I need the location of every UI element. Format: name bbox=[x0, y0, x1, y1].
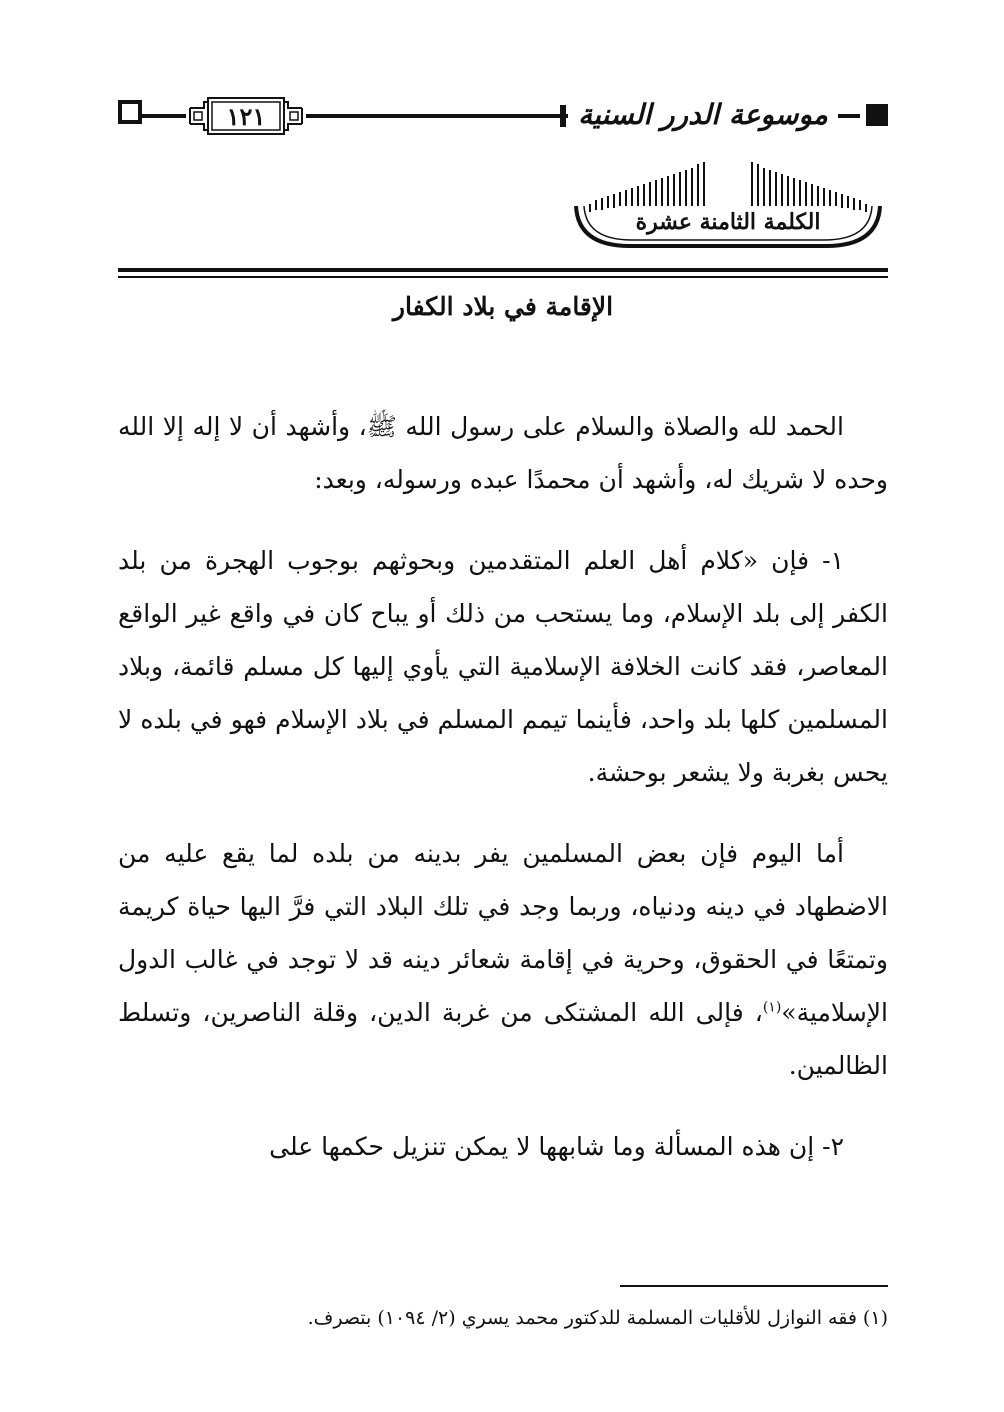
article-body bbox=[118, 400, 888, 1201]
section-rule-thin bbox=[118, 276, 888, 278]
header-ornament-right bbox=[866, 104, 888, 126]
paragraph-intro: الحمد لله والصلاة والسلام على رسول الله ﷺ، وأشهد أن لا إله إلا الله وحده لا شريك له، وأشهد أن محمدًا عبده ورسوله، وبعد: bbox=[118, 412, 888, 494]
section-rule-thick bbox=[118, 268, 888, 272]
chapter-label: الكلمة الثامنة عشرة bbox=[635, 209, 821, 235]
paragraph-2 bbox=[118, 827, 888, 1092]
article-title: الإقامة في بلاد الكفار bbox=[392, 292, 614, 321]
page-number-box bbox=[186, 96, 306, 136]
header-ornament-left bbox=[118, 100, 142, 124]
header-rule-left bbox=[142, 114, 186, 118]
paragraph-1: ١- فإن «كلام أهل العلم المتقدمين وبحوثهم بوجوب الهجرة من بلد الكفر إلى بلد الإسلام، وما يستحب من ذلك أو يباح كان في واقع غير الواقع المعاصر، فقد كانت الخلافة الإسلامية التي يأوي إليها كل مسلم قائمة، وبلاد المسلمين كلها بلد واحد، فأينما تيمم المسلم في بلاد الإسلام فهو في بلده لا يحس بغربة ولا يشعر بوحشة. bbox=[118, 546, 888, 787]
header-rule-middle bbox=[306, 114, 568, 118]
footnote: (١) فقه النوازل للأقليات المسلمة للدكتور محمد يسري (٢/ ١٠٩٤) بتصرف. bbox=[307, 1307, 888, 1329]
series-title: موسوعة الدرر السنية bbox=[568, 92, 838, 136]
running-header bbox=[118, 92, 888, 140]
paragraph-2-text: أما اليوم فإن بعض المسلمين يفر بدينه من بلده لما يقع عليه من الاضطهاد في دينه ودنياه، وربما وجد في تلك البلاد التي فرَّ اليها حياة كريمة وتمتعًا في الحقوق، وحرية في إقامة شعائر دينه قد لا توجد في غالب الدول الإسلامية» bbox=[118, 839, 888, 1027]
chapter-badge bbox=[570, 160, 886, 250]
paragraph-3: ٢- إن هذه المسألة وما شابهها لا يمكن تنزيل حكمها على bbox=[269, 1132, 844, 1161]
footnote-separator bbox=[620, 1285, 888, 1287]
page-number: ١٢١ bbox=[226, 101, 266, 131]
paragraph-2-tail: ، فإلى الله المشتكى من غربة الدين، وقلة الناصرين، وتسلط الظالمين. bbox=[118, 998, 888, 1080]
footnote-marker[interactable]: (١) bbox=[762, 999, 782, 1016]
